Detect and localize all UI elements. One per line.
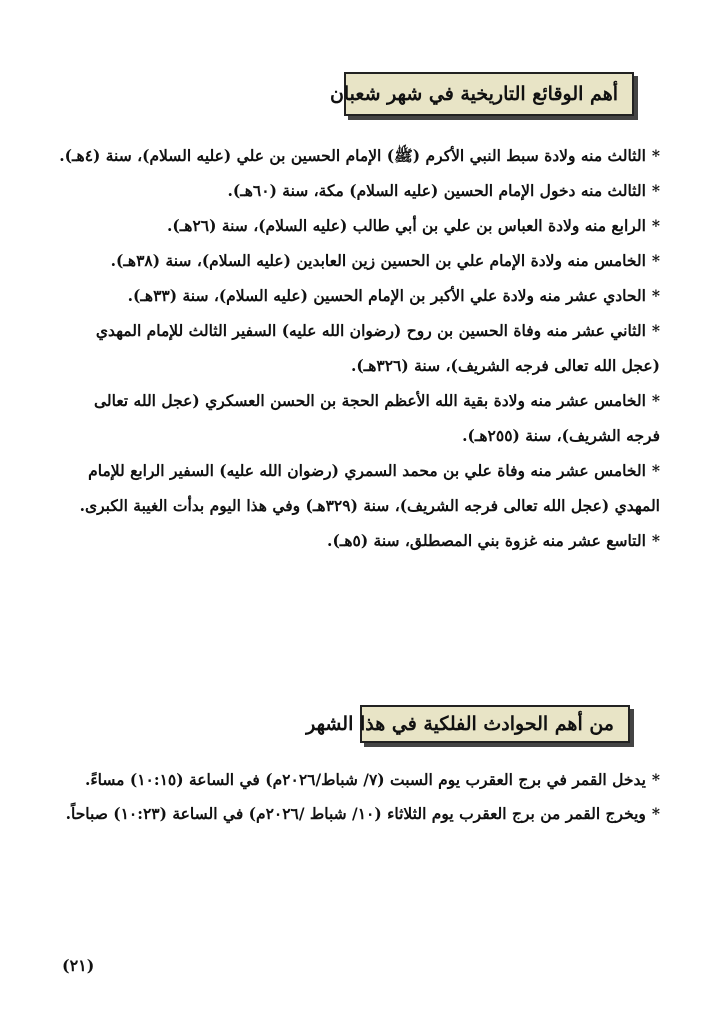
list-item <box>58 797 660 831</box>
event-text: الخامس منه ولادة الإمام علي بن الحسين زين العابدين (عليه السلام)، سنة (٣٨هـ). <box>110 251 646 270</box>
bullet-marker: * <box>651 804 660 823</box>
bullet-marker: * <box>651 461 660 480</box>
events-title-text: أهم الوقائع التاريخية في شهر شعبان <box>329 83 618 105</box>
astro-text: ويخرج القمر من برج العقرب يوم الثلاثاء (١٠/ شباط /٢٠٢٦م) في الساعة (١٠:٢٣) صباحاً. <box>65 804 646 823</box>
bullet-marker: * <box>651 181 660 200</box>
bullet-marker: * <box>651 146 660 165</box>
bullet-marker: * <box>651 531 660 550</box>
bullet-marker: * <box>651 251 660 270</box>
page-number: (٢١) <box>62 956 95 975</box>
list-item <box>58 453 660 523</box>
astro-section-title <box>306 705 630 743</box>
event-text: الثالث منه ولادة سبط النبي الأكرم (ﷺ) الإمام الحسين بن علي (عليه السلام)، سنة (٤هـ). <box>59 146 646 165</box>
event-text: الرابع منه ولادة العباس بن علي بن أبي طالب (عليه السلام)، سنة (٢٦هـ). <box>166 216 646 235</box>
bullet-marker: * <box>651 391 660 410</box>
events-section-title <box>329 72 634 116</box>
event-text: الخامس عشر منه وفاة علي بن محمد السمري (رضوان الله عليه) السفير الرابع للإمام المهدي (عجل الله تعالى فرجه الشريف)، سنة (٣٢٩هـ) وفي هذا اليوم بدأت الغيبة الكبرى. <box>79 461 660 515</box>
event-text: الخامس عشر منه ولادة بقية الله الأعظم الحجة بن الحسن العسكري (عجل الله تعالى فرجه الشريف)، سنة (٢٥٥هـ). <box>93 391 660 445</box>
list-item <box>58 243 660 278</box>
bullet-marker: * <box>651 286 660 305</box>
list-item <box>58 138 660 173</box>
bullet-marker: * <box>651 216 660 235</box>
event-text: التاسع عشر منه غزوة بني المصطلق، سنة (٥هـ). <box>327 531 646 550</box>
astro-text: يدخل القمر في برج العقرب يوم السبت (٧/ شباط/٢٠٢٦م) في الساعة (١٠:١٥) مساءً. <box>84 770 646 789</box>
list-item <box>58 208 660 243</box>
bullet-marker: * <box>651 770 660 789</box>
astro-list <box>58 763 660 831</box>
event-text: الحادي عشر منه ولادة علي الأكبر بن الإمام الحسين (عليه السلام)، سنة (٣٣هـ). <box>127 286 646 305</box>
list-item <box>58 763 660 797</box>
events-list <box>58 138 660 558</box>
event-text: الثالث منه دخول الإمام الحسين (عليه السلام) مكة، سنة (٦٠هـ). <box>227 181 646 200</box>
list-item <box>58 278 660 313</box>
list-item <box>58 313 660 383</box>
event-text: الثاني عشر منه وفاة الحسين بن روح (رضوان الله عليه) السفير الثالث للإمام المهدي (عجل الله تعالى فرجه الشريف)، سنة (٣٢٦هـ). <box>95 321 660 375</box>
astro-title-text: من أهم الحوادث الفلكية في هذا الشهر <box>306 713 614 735</box>
list-item <box>58 523 660 558</box>
bullet-marker: * <box>651 321 660 340</box>
list-item <box>58 173 660 208</box>
list-item <box>58 383 660 453</box>
